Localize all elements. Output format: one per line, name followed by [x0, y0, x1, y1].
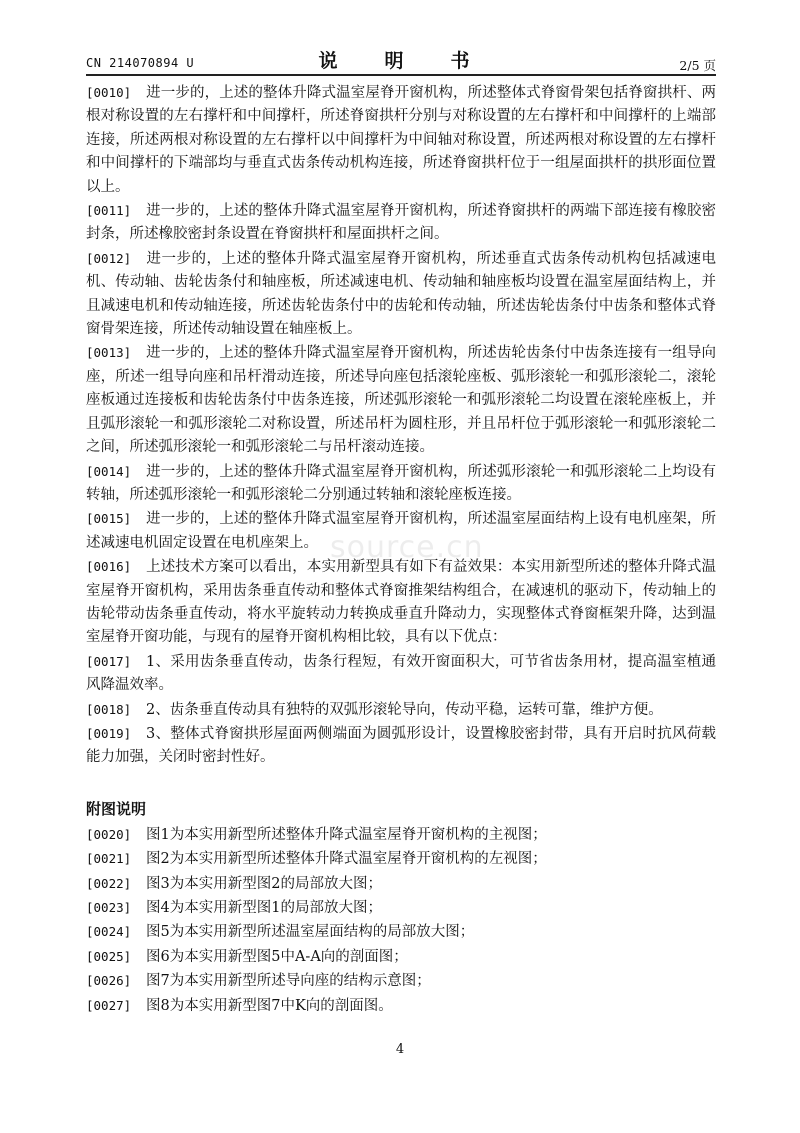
paragraph: [86, 698, 716, 722]
paragraph-number: [0022]: [86, 875, 132, 891]
page-number: 4: [395, 1042, 405, 1057]
paragraph-number: [0016]: [86, 559, 132, 575]
figure-item: [86, 872, 716, 896]
figure-item: [86, 823, 716, 847]
paragraph: [86, 199, 716, 247]
paragraph: [86, 650, 716, 698]
paragraph-number: [0023]: [86, 900, 132, 915]
paragraph-number: [0012]: [86, 250, 132, 266]
figure-caption: 图1为本实用新型所述整体升降式温室屋脊开窗机构的主视图；: [146, 826, 547, 843]
figure-item: [86, 945, 716, 969]
document-body: [86, 81, 716, 1018]
paragraph-number: [0011]: [86, 203, 132, 219]
figure-caption: 图6为本实用新型图5中A-A向的剖面图；: [146, 948, 408, 965]
figure-item: [86, 994, 716, 1018]
paragraph-number: [0013]: [86, 345, 132, 361]
paragraph-number: [0019]: [86, 725, 132, 741]
paragraph-text: 进一步的，上述的整体升降式温室屋脊开窗机构，所述整体式脊窗骨架包括脊窗拱杆、两根对称设置的左右撑杆和中间撑杆，所述脊窗拱杆分别与对称设置的左右撑杆和中间撑杆的上端部连接，所述两根对称设置的左右撑杆以中间撑杆为中间轴对称设置，所述两根对称设置的左右撑杆和中间撑杆的下端部均与垂直式齿条传动机构连接，所述脊窗拱杆位于一组屋面拱杆的拱形面位置以上。: [86, 85, 716, 195]
figure-item: [86, 969, 716, 993]
paragraph: [86, 722, 716, 770]
paragraph: [86, 247, 716, 342]
figure-item: [86, 847, 716, 871]
page-of-indicator: 2/5 页: [679, 58, 716, 73]
paragraph-number: [0024]: [86, 924, 132, 940]
page-header: [86, 44, 716, 78]
paragraph: [86, 555, 716, 650]
paragraph-text: 进一步的，上述的整体升降式温室屋脊开窗机构，所述脊窗拱杆的两端下部连接有橡胶密封条，所述橡胶密封条设置在脊窗拱杆和屋面拱杆之间。: [86, 203, 716, 243]
paragraph-text: 进一步的，上述的整体升降式温室屋脊开窗机构，所述垂直式齿条传动机构包括减速电机、传动轴、齿轮齿条付和轴座板，所述减速电机、传动轴和轴座板均设置在温室屋面结构上，并且减速电机和传动轴连接，所述齿轮齿条付中的齿轮和传动轴，所述齿轮齿条付中齿条和整体式脊窗骨架连接，所述传动轴设置在轴座板上。: [86, 250, 716, 338]
paragraph-number: [0015]: [86, 511, 132, 527]
paragraph-text: 上述技术方案可以看出，本实用新型具有如下有益效果：本实用新型所述的整体升降式温室屋脊开窗机构，采用齿条垂直传动和整体式脊窗推架结构组合，在减速机的驱动下，传动轴上的齿轮带动齿条垂直传动，将水平旋转动力转换成垂直升降动力，实现整体式脊窗框架升降，达到温室屋脊开窗功能，与现有的屋脊开窗机构相比较，具有以下优点：: [86, 559, 716, 646]
figure-item: [86, 896, 716, 920]
paragraph: [86, 507, 716, 555]
paragraph-number: [0020]: [86, 826, 132, 842]
paragraph: [86, 460, 716, 508]
document-number: CN 214070894 U: [86, 56, 195, 70]
paragraph-text: 2、齿条垂直传动具有独特的双弧形滚轮导向，传动平稳，运转可靠，维护方便。: [146, 701, 663, 718]
paragraph-number: [0018]: [86, 701, 132, 717]
figure-caption: 图3为本实用新型图2的局部放大图；: [146, 875, 382, 892]
paragraph: [86, 81, 716, 199]
paragraph-text: 进一步的，上述的整体升降式温室屋脊开窗机构，所述温室屋面结构上设有电机座架，所述减速电机固定设置在电机座架上。: [86, 511, 716, 551]
figure-caption: 图4为本实用新型图1的局部放大图；: [146, 900, 382, 916]
paragraph-number: [0014]: [86, 463, 132, 479]
document-title: 说 明 书: [318, 50, 484, 72]
paragraph-number: [0017]: [86, 653, 132, 669]
paragraph-number: [0026]: [86, 973, 132, 989]
paragraph-number: [0021]: [86, 851, 132, 867]
paragraph-number: [0025]: [86, 948, 132, 964]
figure-caption: 图8为本实用新型图7中K向的剖面图。: [146, 997, 393, 1014]
watermark: source.cn: [330, 530, 484, 565]
figure-caption: 图5为本实用新型所述温室屋面结构的局部放大图；: [146, 924, 475, 941]
figure-item: [86, 920, 716, 944]
paragraph-text: 进一步的，上述的整体升降式温室屋脊开窗机构，所述弧形滚轮一和弧形滚轮二上均设有转轴，所述弧形滚轮一和弧形滚轮二分别通过转轴和滚轮座板连接。: [86, 463, 716, 503]
header-rule: [86, 74, 716, 76]
paragraph-text: 3、整体式脊窗拱形屋面两侧端面为圆弧形设计，设置橡胶密封带，具有开启时抗风荷载能力加强，关闭时密封性好。: [86, 725, 716, 766]
figure-caption: 图7为本实用新型所述导向座的结构示意图；: [146, 973, 431, 990]
paragraph-number: [0010]: [86, 85, 132, 100]
paragraph: [86, 341, 716, 459]
paragraph-number: [0027]: [86, 997, 132, 1013]
section-title: 附图说明: [86, 799, 147, 818]
paragraph-text: 1、采用齿条垂直传动，齿条行程短，有效开窗面积大，可节省齿条用材，提高温室植通风降温效率。: [86, 653, 716, 694]
figure-caption: 图2为本实用新型所述整体升降式温室屋脊开窗机构的左视图；: [146, 851, 547, 868]
paragraph-text: 进一步的，上述的整体升降式温室屋脊开窗机构，所述齿轮齿条付中齿条连接有一组导向座，所述一组导向座和吊杆滑动连接，所述导向座包括滚轮座板、弧形滚轮一和弧形滚轮二，滚轮座板通过连接板和齿轮齿条付中齿条连接，所述弧形滚轮一和弧形滚轮二均设置在滚轮座板上，并且弧形滚轮一和弧形滚轮二对称设置，所述吊杆为圆柱形，并且吊杆位于弧形滚轮一和弧形滚轮二之间，所述弧形滚轮一和弧形滚轮二与吊杆滚动连接。: [86, 345, 716, 456]
